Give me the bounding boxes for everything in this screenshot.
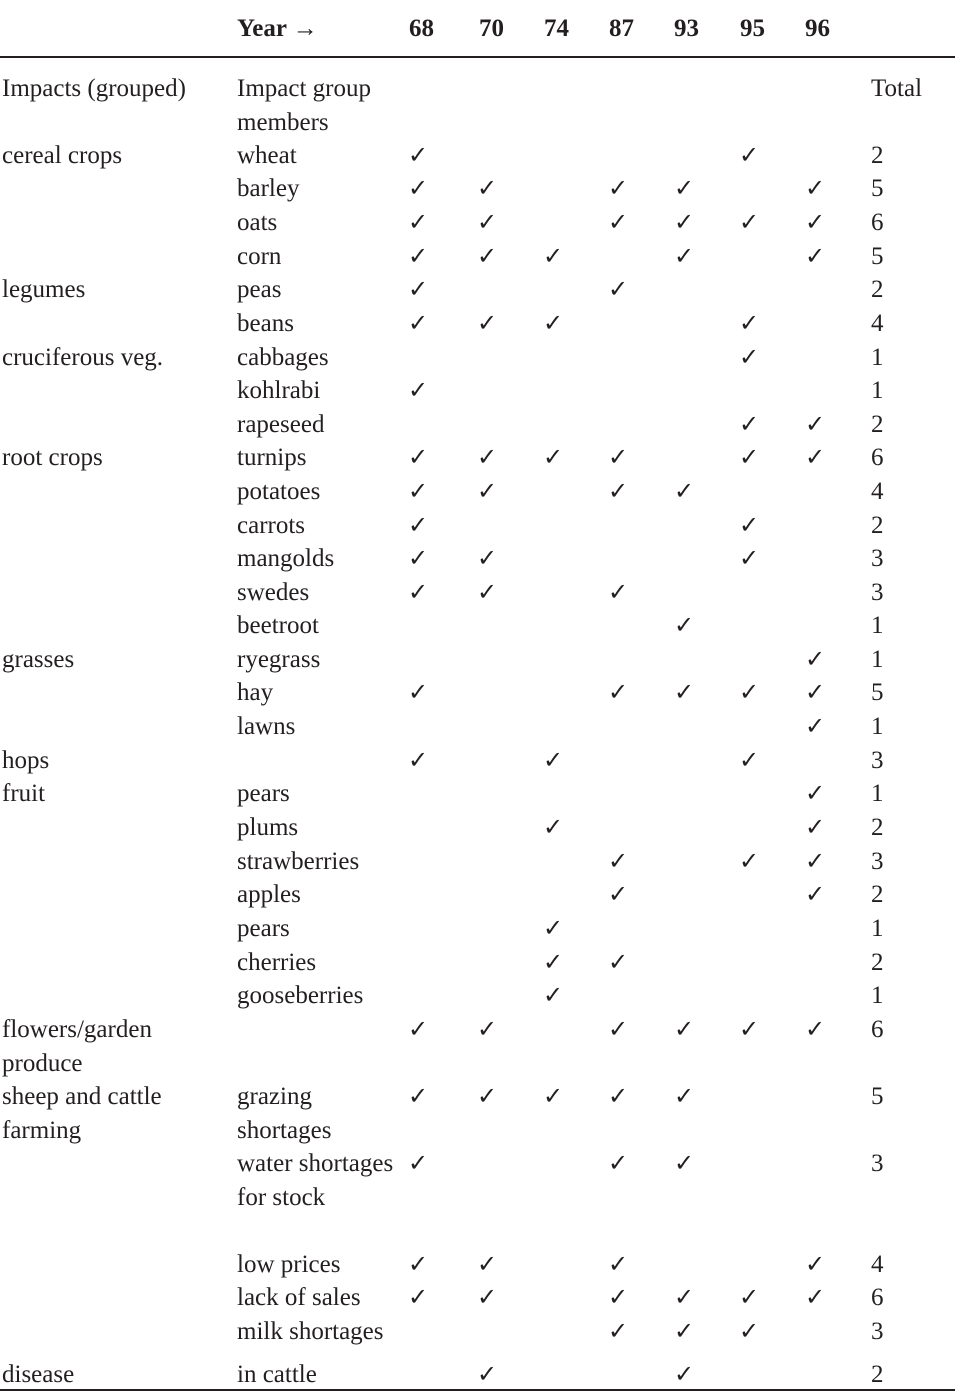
check-icon: ✓ — [738, 343, 760, 371]
check-icon: ✓ — [607, 477, 629, 505]
row-total: 4 — [871, 310, 884, 337]
check-icon: ✓ — [804, 410, 826, 438]
impact-group: sheep and cattle farming — [2, 1083, 162, 1144]
impact-member: in cattle — [237, 1361, 317, 1388]
impact-member: hay — [237, 679, 274, 706]
impact-member: barley — [237, 175, 300, 202]
year-87: 87 — [609, 15, 634, 42]
check-icon: ✓ — [542, 746, 564, 774]
impact-member: rapeseed — [237, 411, 325, 438]
check-icon: ✓ — [673, 1283, 695, 1311]
impact-member: swedes — [237, 579, 310, 606]
check-icon: ✓ — [407, 1015, 429, 1043]
row-total: 1 — [871, 915, 884, 942]
row-total: 3 — [871, 848, 884, 875]
row-total: 5 — [871, 175, 884, 202]
bottom-rule — [0, 1389, 955, 1391]
check-icon: ✓ — [542, 948, 564, 976]
impact-member: wheat — [237, 142, 297, 169]
check-icon: ✓ — [607, 1082, 629, 1110]
check-icon: ✓ — [738, 141, 760, 169]
check-icon: ✓ — [542, 981, 564, 1009]
row-total: 1 — [871, 646, 884, 673]
check-icon: ✓ — [804, 443, 826, 471]
impact-member: pears — [237, 915, 290, 942]
row-total: 3 — [871, 1318, 884, 1345]
check-icon: ✓ — [804, 678, 826, 706]
check-icon: ✓ — [673, 1082, 695, 1110]
check-icon: ✓ — [673, 477, 695, 505]
impact-member: kohlrabi — [237, 377, 321, 404]
year-96: 96 — [805, 15, 830, 42]
year-68: 68 — [409, 15, 434, 42]
check-icon: ✓ — [607, 1283, 629, 1311]
row-total: 2 — [871, 512, 884, 539]
check-icon: ✓ — [804, 847, 826, 875]
row-total: 1 — [871, 377, 884, 404]
check-icon: ✓ — [804, 880, 826, 908]
row-total: 2 — [871, 276, 884, 303]
row-total: 2 — [871, 881, 884, 908]
row-total: 4 — [871, 478, 884, 505]
check-icon: ✓ — [738, 1283, 760, 1311]
check-icon: ✓ — [407, 1082, 429, 1110]
impact-member: ryegrass — [237, 646, 321, 673]
check-icon: ✓ — [542, 813, 564, 841]
row-total: 5 — [871, 1083, 884, 1110]
row-total: 2 — [871, 142, 884, 169]
check-icon: ✓ — [738, 847, 760, 875]
impact-member: potatoes — [237, 478, 321, 505]
impact-group: root crops — [2, 444, 103, 471]
check-icon: ✓ — [407, 1283, 429, 1311]
check-icon: ✓ — [407, 242, 429, 270]
check-icon: ✓ — [673, 1360, 695, 1388]
row-total: 2 — [871, 814, 884, 841]
check-icon: ✓ — [407, 511, 429, 539]
check-icon: ✓ — [542, 914, 564, 942]
year-74: 74 — [544, 15, 569, 42]
check-icon: ✓ — [476, 1283, 498, 1311]
check-icon: ✓ — [804, 1015, 826, 1043]
check-icon: ✓ — [407, 678, 429, 706]
check-icon: ✓ — [407, 477, 429, 505]
top-rule — [0, 56, 955, 58]
check-icon: ✓ — [476, 544, 498, 572]
check-icon: ✓ — [407, 376, 429, 404]
check-icon: ✓ — [542, 242, 564, 270]
check-icon: ✓ — [804, 712, 826, 740]
check-icon: ✓ — [607, 880, 629, 908]
impact-group: grasses — [2, 646, 75, 673]
check-icon: ✓ — [804, 208, 826, 236]
impact-member: grazing shortages — [237, 1083, 332, 1144]
column-header-total: Total — [871, 75, 923, 102]
year-70: 70 — [479, 15, 504, 42]
check-icon: ✓ — [738, 410, 760, 438]
check-icon: ✓ — [673, 1015, 695, 1043]
check-icon: ✓ — [673, 611, 695, 639]
row-total: 1 — [871, 344, 884, 371]
impact-member: water shortages for stock — [237, 1150, 394, 1211]
check-icon: ✓ — [738, 309, 760, 337]
impact-member: lawns — [237, 713, 296, 740]
check-icon: ✓ — [607, 847, 629, 875]
row-total: 1 — [871, 780, 884, 807]
check-icon: ✓ — [476, 477, 498, 505]
row-total: 2 — [871, 949, 884, 976]
impact-group: legumes — [2, 276, 86, 303]
check-icon: ✓ — [607, 275, 629, 303]
row-total: 2 — [871, 411, 884, 438]
impact-member: milk shortages — [237, 1318, 384, 1345]
row-total: 6 — [871, 209, 884, 236]
check-icon: ✓ — [407, 141, 429, 169]
check-icon: ✓ — [407, 443, 429, 471]
check-icon: ✓ — [673, 174, 695, 202]
impact-group: cereal crops — [2, 142, 123, 169]
impact-member: mangolds — [237, 545, 335, 572]
row-total: 6 — [871, 1016, 884, 1043]
check-icon: ✓ — [407, 544, 429, 572]
check-icon: ✓ — [607, 1317, 629, 1345]
check-icon: ✓ — [476, 443, 498, 471]
check-icon: ✓ — [804, 645, 826, 673]
impact-member: plums — [237, 814, 299, 841]
check-icon: ✓ — [607, 174, 629, 202]
impact-member: low prices — [237, 1251, 341, 1278]
impact-member: strawberries — [237, 848, 360, 875]
year-label: Year → — [237, 15, 318, 42]
check-icon: ✓ — [673, 208, 695, 236]
row-total: 1 — [871, 982, 884, 1009]
check-icon: ✓ — [407, 1250, 429, 1278]
row-total: 3 — [871, 747, 884, 774]
check-icon: ✓ — [607, 208, 629, 236]
check-icon: ✓ — [407, 746, 429, 774]
column-header-members: Impact group members — [237, 75, 371, 136]
check-icon: ✓ — [738, 1015, 760, 1043]
row-total: 2 — [871, 1361, 884, 1388]
row-total: 6 — [871, 444, 884, 471]
impact-group: disease — [2, 1361, 75, 1388]
check-icon: ✓ — [804, 1283, 826, 1311]
impact-member: corn — [237, 243, 282, 270]
impact-member: apples — [237, 881, 301, 908]
check-icon: ✓ — [542, 1082, 564, 1110]
impact-member: cabbages — [237, 344, 329, 371]
check-icon: ✓ — [407, 578, 429, 606]
check-icon: ✓ — [476, 208, 498, 236]
check-icon: ✓ — [607, 678, 629, 706]
check-icon: ✓ — [673, 1149, 695, 1177]
check-icon: ✓ — [476, 1082, 498, 1110]
check-icon: ✓ — [738, 544, 760, 572]
check-icon: ✓ — [476, 1360, 498, 1388]
check-icon: ✓ — [804, 242, 826, 270]
row-total: 1 — [871, 612, 884, 639]
check-icon: ✓ — [738, 678, 760, 706]
year-header-row — [0, 8, 955, 48]
check-icon: ✓ — [407, 1149, 429, 1177]
impact-group: flowers/garden produce — [2, 1016, 152, 1077]
row-total: 6 — [871, 1284, 884, 1311]
check-icon: ✓ — [407, 275, 429, 303]
impact-group: cruciferous veg. — [2, 344, 164, 371]
check-icon: ✓ — [673, 1317, 695, 1345]
year-93: 93 — [674, 15, 699, 42]
check-icon: ✓ — [804, 1250, 826, 1278]
impact-member: lack of sales — [237, 1284, 361, 1311]
check-icon: ✓ — [804, 779, 826, 807]
row-total: 5 — [871, 679, 884, 706]
check-icon: ✓ — [607, 1015, 629, 1043]
check-icon: ✓ — [738, 511, 760, 539]
check-icon: ✓ — [542, 443, 564, 471]
impact-member: peas — [237, 276, 282, 303]
row-total: 3 — [871, 1150, 884, 1177]
impact-member: oats — [237, 209, 278, 236]
row-total: 3 — [871, 545, 884, 572]
check-icon: ✓ — [476, 309, 498, 337]
row-total: 4 — [871, 1251, 884, 1278]
impact-member: gooseberries — [237, 982, 364, 1009]
impact-member: pears — [237, 780, 290, 807]
impact-group: fruit — [2, 780, 46, 807]
check-icon: ✓ — [607, 443, 629, 471]
check-icon: ✓ — [542, 309, 564, 337]
check-icon: ✓ — [738, 746, 760, 774]
impact-member: turnips — [237, 444, 307, 471]
row-total: 5 — [871, 243, 884, 270]
check-icon: ✓ — [607, 1149, 629, 1177]
check-icon: ✓ — [476, 242, 498, 270]
check-icon: ✓ — [607, 948, 629, 976]
check-icon: ✓ — [738, 1317, 760, 1345]
check-icon: ✓ — [407, 208, 429, 236]
impact-member: beetroot — [237, 612, 319, 639]
check-icon: ✓ — [476, 1015, 498, 1043]
impact-group: hops — [2, 747, 50, 774]
check-icon: ✓ — [738, 443, 760, 471]
check-icon: ✓ — [673, 678, 695, 706]
check-icon: ✓ — [407, 174, 429, 202]
check-icon: ✓ — [407, 309, 429, 337]
impact-member: cherries — [237, 949, 317, 976]
column-header-impacts: Impacts (grouped) — [2, 75, 186, 102]
impact-member: beans — [237, 310, 294, 337]
check-icon: ✓ — [738, 208, 760, 236]
check-icon: ✓ — [607, 578, 629, 606]
check-icon: ✓ — [673, 242, 695, 270]
row-total: 3 — [871, 579, 884, 606]
check-icon: ✓ — [804, 813, 826, 841]
impact-member: carrots — [237, 512, 306, 539]
row-total: 1 — [871, 713, 884, 740]
check-icon: ✓ — [476, 1250, 498, 1278]
check-icon: ✓ — [804, 174, 826, 202]
check-icon: ✓ — [476, 578, 498, 606]
year-95: 95 — [740, 15, 765, 42]
check-icon: ✓ — [607, 1250, 629, 1278]
check-icon: ✓ — [476, 174, 498, 202]
